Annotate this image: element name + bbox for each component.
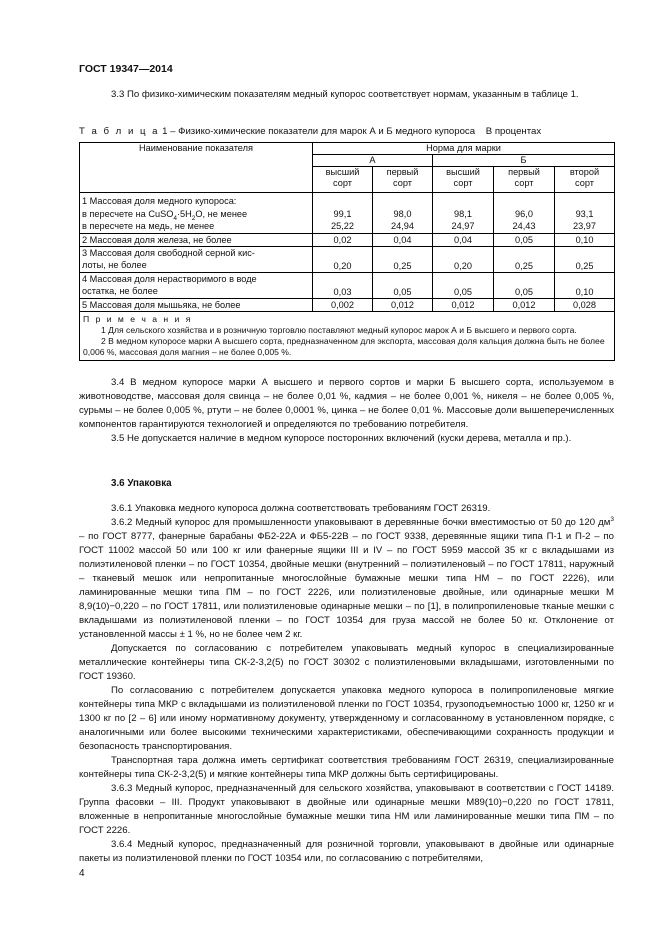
table-caption (79, 126, 619, 137)
table-row: 5 Массовая доля мышьяка, не более 0,002 0,012 0,012 0,012 0,028 (80, 298, 615, 311)
table-row: 1 Массовая доля медного купороса: в пересчете на $CuSO_4\cdot 5H_2O$, не менее в пересчете на медь, не менее 99,1 25,22 98,0 24,94 98,1 24,97 96,0 24,43 93,1 23,97 (80, 193, 615, 234)
grade-a-header: А (313, 155, 433, 167)
table-row: 2 Массовая доля железа, не более 0,02 0,04 0,04 0,05 0,10 (80, 233, 615, 246)
paragraph-containers: Допускается по согласованию с потребителем упаковывать медный купорос в специализированные металлические контейнеры типа СК-2-3,2(5) по ГОСТ 30302 с полиэтиленовыми вкладышами, изготовленными по ГОСТ 19360. (79, 643, 614, 682)
document-header: ГОСТ 19347—2014 (79, 63, 173, 75)
note-2: 2 В медном купоросе марки А высшего сорта, предназначенном для экспорта, массовая доля кальция должна быть не более 0,006 %, массовая доля магния – не более 0,005 %. (83, 335, 605, 357)
norm-header: Норма для марки (313, 143, 615, 155)
sort-header: высший сорт (313, 167, 373, 193)
sort-header: первый сорт (373, 167, 433, 193)
table-row: 3 Массовая доля свободной серной кис- лоты, не более 0,20 0,25 0,20 0,25 0,25 (80, 246, 615, 272)
notes-title: П р и м е ч а н и я (83, 313, 193, 324)
table-caption-text: 1 – Физико-химические показатели для марок А и Б медного купороса (162, 126, 476, 137)
paragraph-3-6-1: 3.6.1 Упаковка медного купороса должна соответствовать требованиям ГОСТ 26319. (111, 503, 491, 514)
note-1: 1 Для сельского хозяйства и в розничную торговлю поставляют медный купорос марок А и Б высшего и первого сорта. (101, 324, 577, 335)
paragraph-certificate: Транспортная тара должна иметь сертификат соответствия требованиям ГОСТ 26319, специализированные контейнеры типа СК-2-3,2(5) и мягкие контейнеры типа МКР должны быть сертифицированы. (79, 755, 614, 780)
table-caption-units: В процентах (485, 126, 542, 137)
col-name-header: Наименование показателя (80, 143, 313, 193)
sort-header: высший сорт (433, 167, 494, 193)
physico-chemical-table (79, 142, 615, 361)
grade-b-header: Б (433, 155, 615, 167)
table-row: 4 Массовая доля нерастворимого в воде остатка, не более 0,03 0,05 0,05 0,05 0,10 (80, 272, 615, 298)
paragraph-3-5: 3.5 Не допускается наличие в медном купоросе посторонних включений (куски дерева, металла и пр.). (111, 433, 572, 444)
page-number: 4 (79, 868, 85, 879)
table-caption-prefix: Т а б л и ц а (79, 126, 160, 137)
sort-header: первый сорт (494, 167, 555, 193)
paragraph-3-4: 3.4 В медном купоросе марки А высшего и первого сортов и марки Б высшего сорта, используемом в животноводстве, массовая доля свинца – не более 0,01 %, кадмия – не более 0,001 %, никеля – не более 0,005 %, сурьмы – не более 0,005 %, ртути – не более 0,0001 %, цинка – не более 0,01 %. Массовые доли вышеперечисленных компонентов гарантируются технологией и определяются по требованию потребителя. (79, 377, 614, 430)
table-notes-row (80, 311, 615, 360)
paragraph-3-6-2: 3.6.2 Медный купорос для промышленности упаковывают в деревянные бочки вместимостью от 50 до 120 $дм^3$ – по ГОСТ 8777, фанерные барабаны ФБ2-22А и ФБ5-22В – по ГОСТ 9338, деревянные ящики типа П-1 и П-2 – по ГОСТ 11002 массой 50 или 100 кг или фанерные ящики III и IV – по ГОСТ 5959 массой 35 кг с вкладышами из полиэтиленовой пленки – по ГОСТ 10354, двойные мешки (внутренний – полиэтиленовый – по ГОСТ 17811, наружный – тканевый мешок или непропитанные многослойные бумажные мешки типа НМ – по ГОСТ 2226), или ламинированные мешки типа ПМ – по ГОСТ 2226, или полиэтиленовые двойные, или одинарные мешки М 8,9(10)−0,220 – по ГОСТ 17811, или полиэтиленовые одинарные мешки – по [1], в полипропиленовые тканые мешки с вкладышами из полиэтиленовой пленки – по ГОСТ 10354 для груза массой не более 50 кг. Отклонение от установленной массы ± 1 %, но не более чем 2 кг. (79, 515, 614, 640)
paragraph-3-6-4: 3.6.4 Медный купорос, предназначенный для розничной торговли, упаковывают в двойные или одинарные пакеты из полиэтиленовой пленки по ГОСТ 10354 или, по согласованию с потребителями, (79, 839, 614, 864)
section-3-6-body (79, 502, 614, 866)
paragraphs-3-4-3-5 (79, 376, 614, 446)
section-heading-3-6: 3.6 Упаковка (111, 478, 172, 489)
paragraph-mkr: По согласованию с потребителем допускается упаковка медного купороса в полипропиленовые мягкие контейнеры типа МКР с вкладышами из полиэтиленовой пленки по ГОСТ 10354, грузоподъемностью 1000 кг, 1250 кг и 1300 кг по [2 – 6] или иному нормативному документу, утвержденному и согласованному в установленном порядке, с аналогичными или более высокими техническими характеристиками, обеспечивающими сохранность продукции и безопасность транспортирования. (79, 685, 614, 752)
paragraph-3-6-3: 3.6.3 Медный купорос, предназначенный для сельского хозяйства, упаковывают в соответствии с ГОСТ 14189. Группа фасовки – III. Продукт упаковывают в двойные или одинарные мешки М89(10)−0,220 по ГОСТ 17811, вложенные в непропитанные многослойные бумажные мешки типа НМ или ламинированные мешки типа ПМ – по ГОСТ 2226. (79, 783, 614, 836)
intro-paragraph: 3.3 По физико-химическим показателям медный купорос соответствует нормам, указанным в таблице 1. (111, 89, 579, 100)
sort-header: второй сорт (555, 167, 615, 193)
